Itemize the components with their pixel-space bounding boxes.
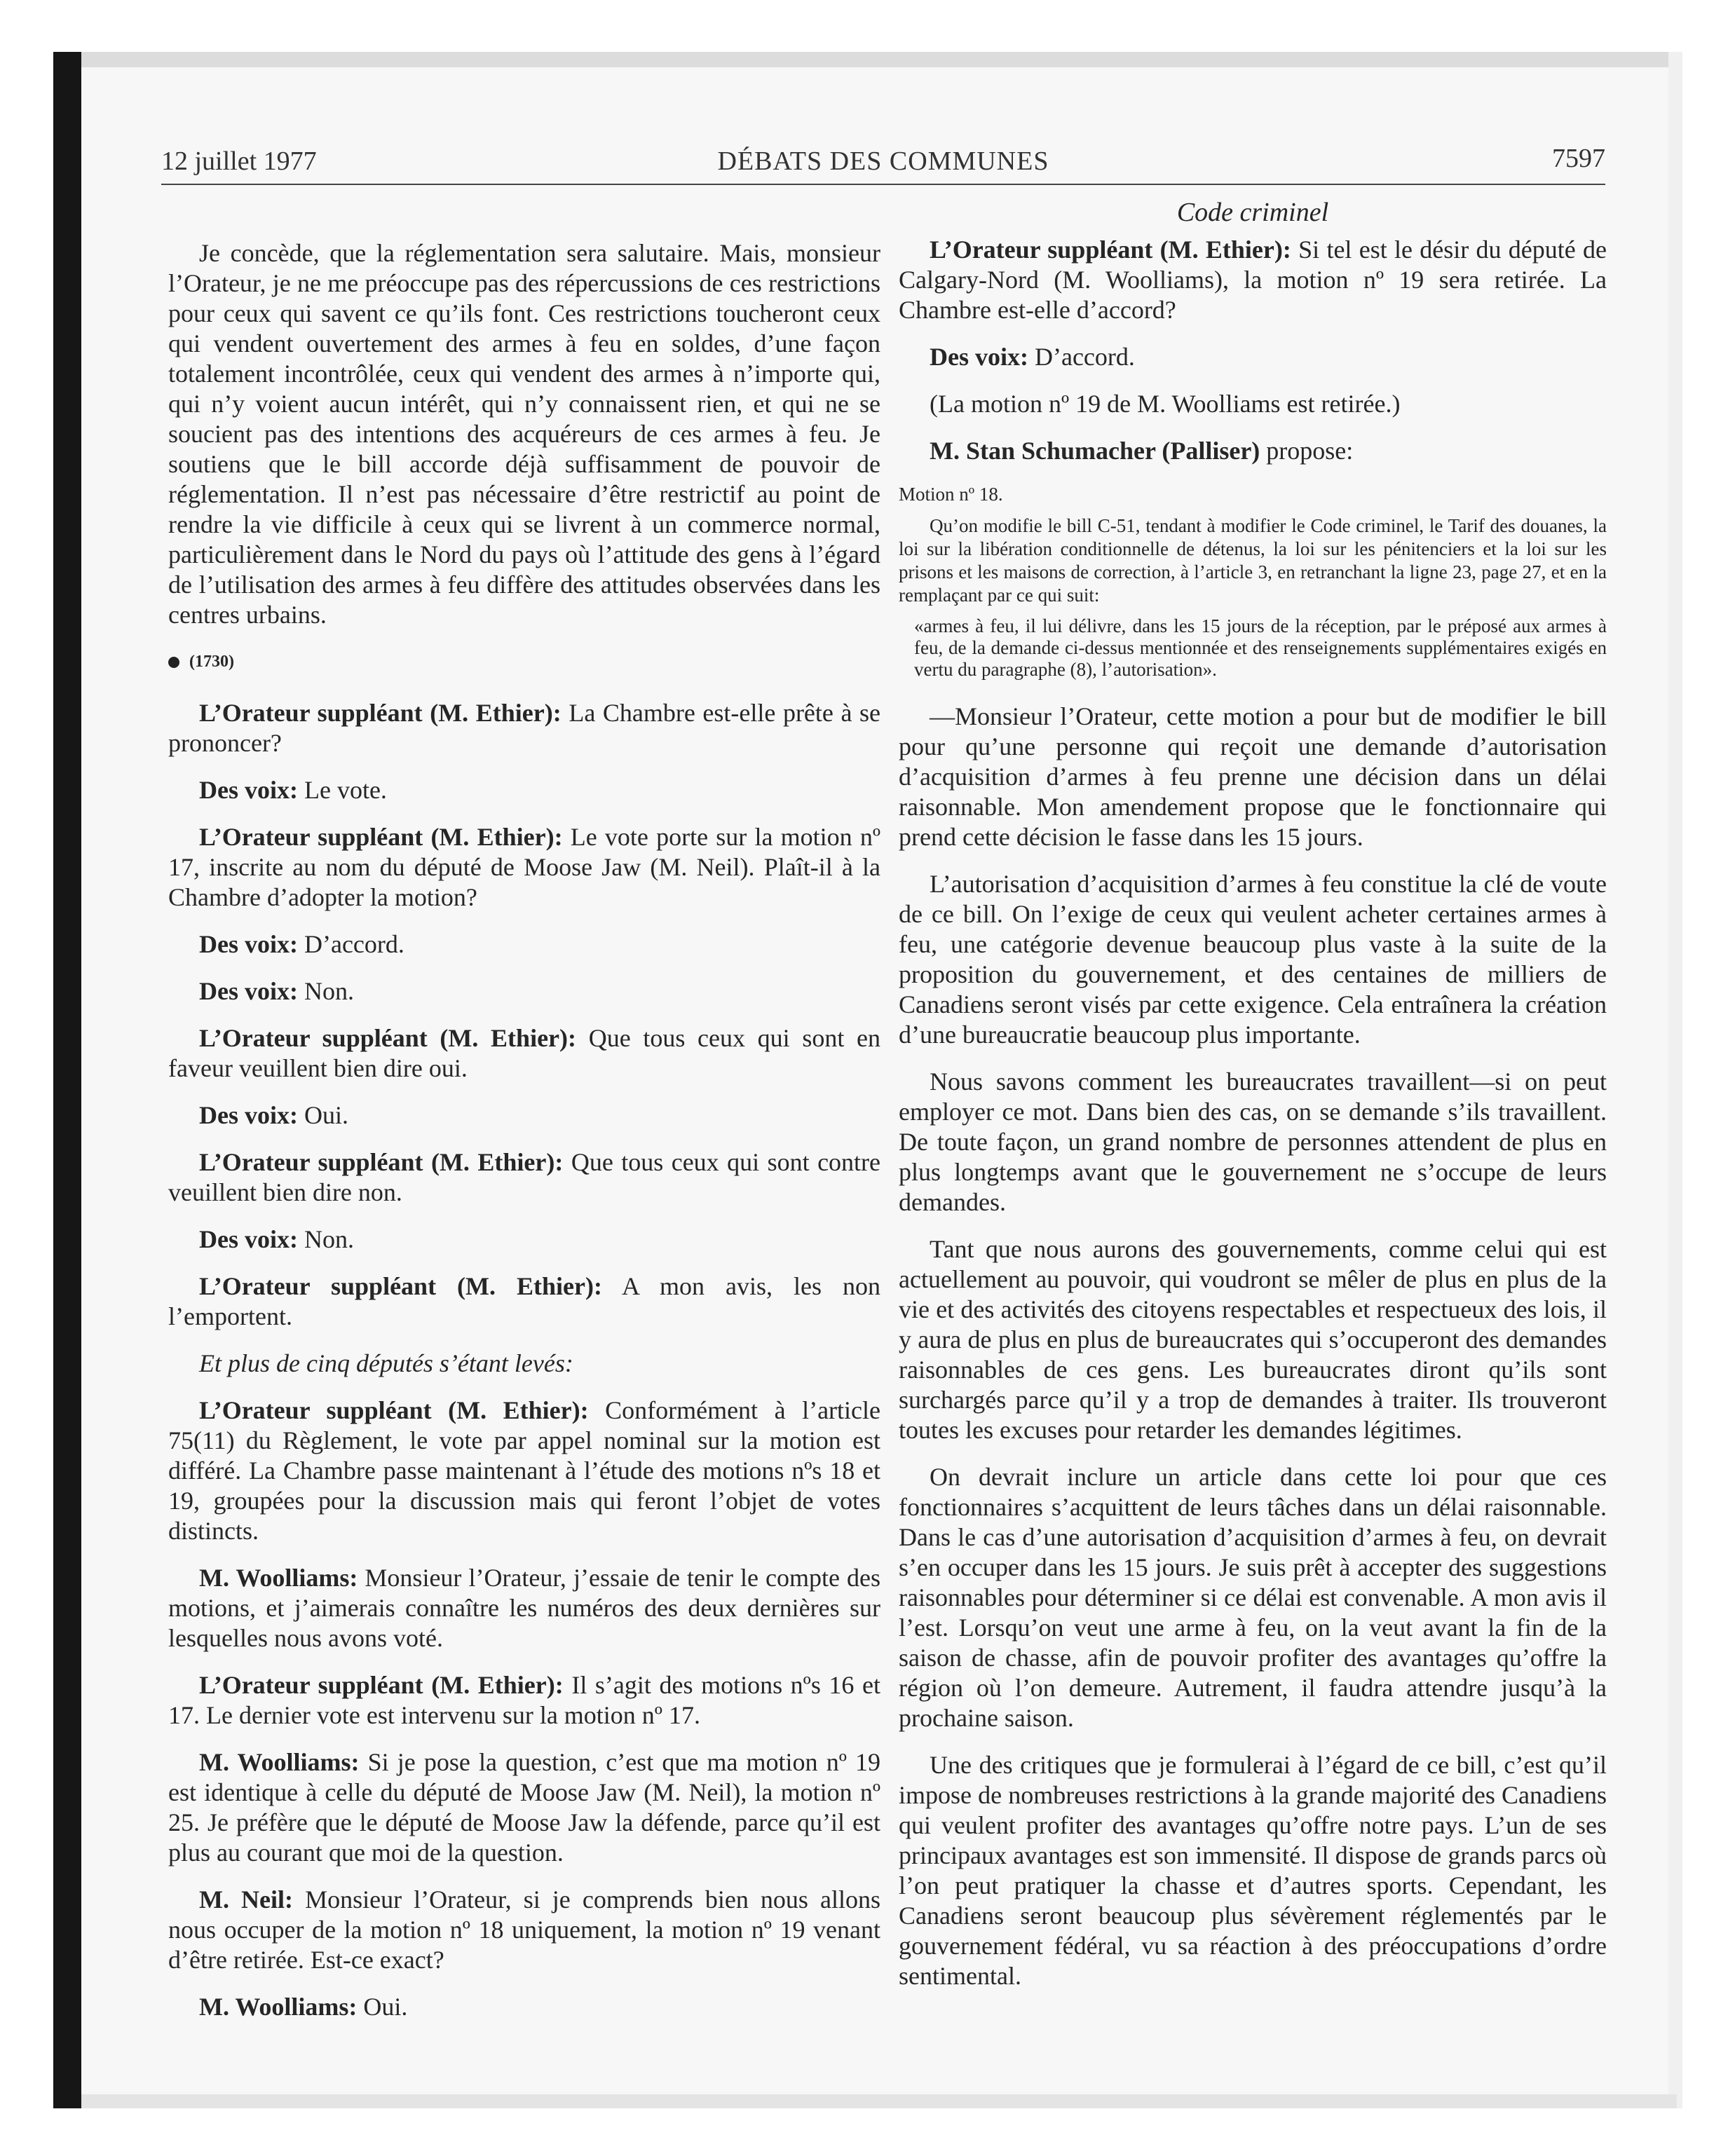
speech-entry	[168, 976, 880, 1007]
speech-text: D’accord.	[1034, 343, 1135, 371]
speech-entry	[168, 1670, 880, 1731]
speaker: L’Orateur suppléant (M. Ethier):	[199, 699, 562, 727]
speech-entry	[899, 235, 1607, 325]
speaker: L’Orateur suppléant (M. Ethier):	[199, 1272, 602, 1300]
paragraph: Je concède, que la réglementation sera salutaire. Mais, monsieur l’Orateur, je ne me préoccupe pas des répercussions de ces restrictions pour ceux qui savent ce qu’ils font. Ces restrictions toucheront ceux qui vendent ouvertement des armes à feu en soldes, d’une façon totalement incontrôlée, ceux qui vendent des armes à n’importe qui, qui n’y voient aucun intérêt, qui n’y connaissent rien, et qui ne se soucient pas des intentions des acquéreurs de ces armes à feu. Je soutiens que le bill accorde déjà suffisamment de pouvoir de réglementation. Il n’est pas nécessaire d’être restrictif au point de rendre la vie difficile à ceux qui se livrent à un commerce normal, particulièrement dans le Nord du pays où l’attitude des gens à l’égard de l’utilisation des armes à feu diffère des attitudes observées dans les centres urbains.	[168, 239, 880, 629]
speech-text: Le vote porte sur la motion nº 17, inscrite au nom du député de Moose Jaw (M. Neil). Plaît-il à la Chambre d’adopter la motion?	[168, 823, 880, 911]
scan-border-right	[1668, 52, 1682, 2108]
speech-entry	[168, 822, 880, 913]
speech-text: Oui.	[304, 1101, 348, 1129]
motion-text: Qu’on modifie le bill C-51, tendant à modifier le Code criminel, le Tarif des douanes, la loi sur la libération conditionnelle de détenus, la loi sur les pénitenciers et la loi sur les prisons et les maisons de correction, à l’article 3, en retranchant la ligne 23, page 27, et en la remplaçant par ce qui suit:	[899, 515, 1607, 606]
speech-entry	[168, 1271, 880, 1332]
speech-entry	[168, 929, 880, 960]
speech-entry	[168, 1023, 880, 1084]
speaker: M. Woolliams:	[199, 1993, 358, 2021]
header-rule	[161, 184, 1605, 185]
right-column	[899, 198, 1607, 2008]
speech-text: Le vote.	[304, 776, 387, 804]
speech-text: Monsieur l’Orateur, si je comprends bien nous allons nous occuper de la motion nº 18 uniquement, la motion nº 19 venant d’être retirée. Est-ce exact?	[168, 1885, 881, 1974]
speech-entry	[168, 1100, 880, 1131]
speech-text: Que tous ceux qui sont en faveur veuillent bien dire oui.	[168, 1024, 881, 1082]
speaker: L’Orateur suppléant (M. Ethier):	[199, 1396, 589, 1424]
scan-border-left	[53, 52, 81, 2108]
speech-text: Il s’agit des motions nºs 16 et 17. Le dernier vote est intervenu sur la motion nº 17.	[168, 1671, 880, 1729]
scan-border-top	[81, 52, 1677, 67]
speech-text: Monsieur l’Orateur, j’essaie de tenir le compte des motions, et j’aimerais connaître les numéros des deux dernières sur lesquelles nous avons voté.	[168, 1564, 880, 1652]
speaker: L’Orateur suppléant (M. Ethier):	[930, 236, 1291, 264]
stage-direction: Et plus de cinq députés s’étant levés:	[199, 1349, 573, 1377]
speech-entry	[168, 1747, 880, 1868]
speech-text: La Chambre est-elle prête à se prononcer?	[168, 699, 881, 757]
left-column	[168, 238, 880, 2039]
speech-text: Que tous ceux qui sont contre veuillent bien dire non.	[168, 1148, 881, 1206]
paragraph: (La motion nº 19 de M. Woolliams est retirée.)	[930, 390, 1401, 418]
speech-entry	[168, 698, 880, 758]
speech-entry	[899, 436, 1607, 466]
speech-text: Oui.	[363, 1993, 408, 2021]
speech-entry	[168, 775, 880, 805]
timestamp: (1730)	[168, 647, 880, 677]
speech-text: D’accord.	[304, 930, 404, 958]
speech-entry	[168, 1147, 880, 1208]
paragraph: —Monsieur l’Orateur, cette motion a pour but de modifier le bill pour qu’une personne qui reçoit une demande d’autorisation d’acquisition d’armes à feu prenne une décision dans un délai raisonnable. Mon amendement propose que le fonctionnaire qui prend cette décision le fasse dans les 15 jours.	[899, 702, 1607, 851]
paragraph: On devrait inclure un article dans cette loi pour que ces fonctionnaires s’acquittent de leurs tâches dans un délai raisonnable. Dans le cas d’une autorisation d’acquisition d’armes à feu, on devrait s’en occuper dans les 15 jours. Je suis prêt à accepter des suggestions raisonnables pour déterminer si ce délai est convenable. A mon avis il l’est. Lorsqu’on veut une arme à feu, on la veut avant la fin de la saison de chasse, afin de pouvoir profiter des avantages qu’offre la région où l’on demeure. Autrement, il faudra attendre jusqu’à la prochaine saison.	[899, 1463, 1607, 1732]
speech-text: Non.	[304, 977, 354, 1005]
paragraph: Tant que nous aurons des gouvernements, comme celui qui est actuellement au pouvoir, qui voudront se mêler de plus en plus de la vie et des activités des citoyens respectables et respectueux des lois, il y aura de plus en plus de bureaucrates qui s’occuperont des demandes raisonnables de ces gens. Les bureaucrates diront qu’ils sont surchargés parce qu’il y a trop de demandes à traiter. Ils trouveront toutes les excuses pour retarder les demandes légitimes.	[899, 1235, 1607, 1444]
scan-border-bottom	[81, 2094, 1677, 2108]
speaker: L’Orateur suppléant (M. Ethier):	[199, 823, 563, 851]
speech-entry	[168, 1563, 880, 1653]
speech-text: propose:	[1266, 437, 1354, 465]
speaker: Des voix:	[199, 930, 298, 958]
speech-entry	[168, 1885, 880, 1975]
running-title: Code criminel	[1176, 198, 1329, 227]
speech-entry	[168, 1224, 880, 1255]
speaker: L’Orateur suppléant (M. Ethier):	[199, 1148, 564, 1176]
speaker: L’Orateur suppléant (M. Ethier):	[199, 1024, 577, 1052]
paragraph: Nous savons comment les bureaucrates travaillent—si on peut employer ce mot. Dans bien des cas, on se demande s’ils travaillent. De toute façon, un grand nombre de personnes attendent de plus en plus longtemps avant que le gouvernement ne s’occupe de leurs demandes.	[899, 1067, 1607, 1216]
speech-entry	[899, 342, 1607, 372]
speaker: Des voix:	[199, 1101, 298, 1129]
speaker: Des voix:	[199, 1225, 298, 1253]
speech-entry	[168, 1396, 880, 1546]
speaker: M. Neil:	[199, 1885, 294, 1913]
speaker: M. Woolliams:	[199, 1748, 360, 1776]
page-header	[161, 146, 1605, 182]
speaker: Des voix:	[199, 977, 298, 1005]
speaker: L’Orateur suppléant (M. Ethier):	[199, 1671, 564, 1699]
speaker: Des voix:	[199, 776, 298, 804]
header-title: DÉBATS DES COMMUNES	[717, 146, 1049, 176]
speech-text: Si tel est le désir du député de Calgary-Nord (M. Woolliams), la motion nº 19 sera retirée. La Chambre est-elle d’accord?	[899, 236, 1607, 324]
header-date: 12 juillet 1977	[161, 146, 317, 176]
motion-quote: «armes à feu, il lui délivre, dans les 15 jours de la réception, par le préposé aux armes à feu, de la demande ci-dessus mentionnée et des renseignements supplémentaires exigés en vertu du paragraphe (8), l’autorisation».	[914, 615, 1607, 680]
paragraph: Une des critiques que je formulerai à l’égard de ce bill, c’est qu’il impose de nombreuses restrictions à la grande majorité des Canadiens qui veulent profiter des avantages qu’offre notre pays. L’un de ses principaux avantages est son immensité. Il dispose de grands parcs où l’on peut pratiquer la chasse et d’autres sports. Cependant, les Canadiens seront beaucoup plus sévèrement réglementés par le gouvernement fédéral, vu sa réaction à des préoccupations d’ordre sentimental.	[899, 1751, 1607, 1990]
speech-entry	[168, 1992, 880, 2022]
page-number: 7597	[1552, 144, 1605, 173]
motion-label: Motion nº 18.	[899, 484, 1003, 505]
speech-text: Non.	[304, 1225, 354, 1253]
speech-text: A mon avis, les non l’emportent.	[168, 1272, 880, 1330]
speaker: M. Woolliams:	[199, 1564, 358, 1592]
speaker: Des voix:	[930, 343, 1028, 371]
bullet-icon	[168, 657, 179, 668]
speech-text: Si je pose la question, c’est que ma motion nº 19 est identique à celle du député de Moose Jaw (M. Neil), la motion nº 25. Je préfère que le député de Moose Jaw la défende, parce qu’il est plus au courant que moi de la question.	[168, 1748, 880, 1867]
paragraph: L’autorisation d’acquisition d’armes à feu constitue la clé de voute de ce bill. On l’exige de ceux qui veulent acheter certaines armes à feu, une catégorie devenue beaucoup plus vaste à la suite de la proposition du gouvernement, et des centaines de milliers de Canadiens seront visés par cette exigence. Cela entraînera la création d’une bureaucratie beaucoup plus importante.	[899, 870, 1607, 1049]
speaker: M. Stan Schumacher (Palliser)	[930, 437, 1260, 465]
speech-text: Conformément à l’article 75(11) du Règlement, le vote par appel nominal sur la motion est différé. La Chambre passe maintenant à l’étude des motions nºs 18 et 19, groupées pour la discussion mais qui feront l’objet de votes distincts.	[168, 1396, 880, 1545]
